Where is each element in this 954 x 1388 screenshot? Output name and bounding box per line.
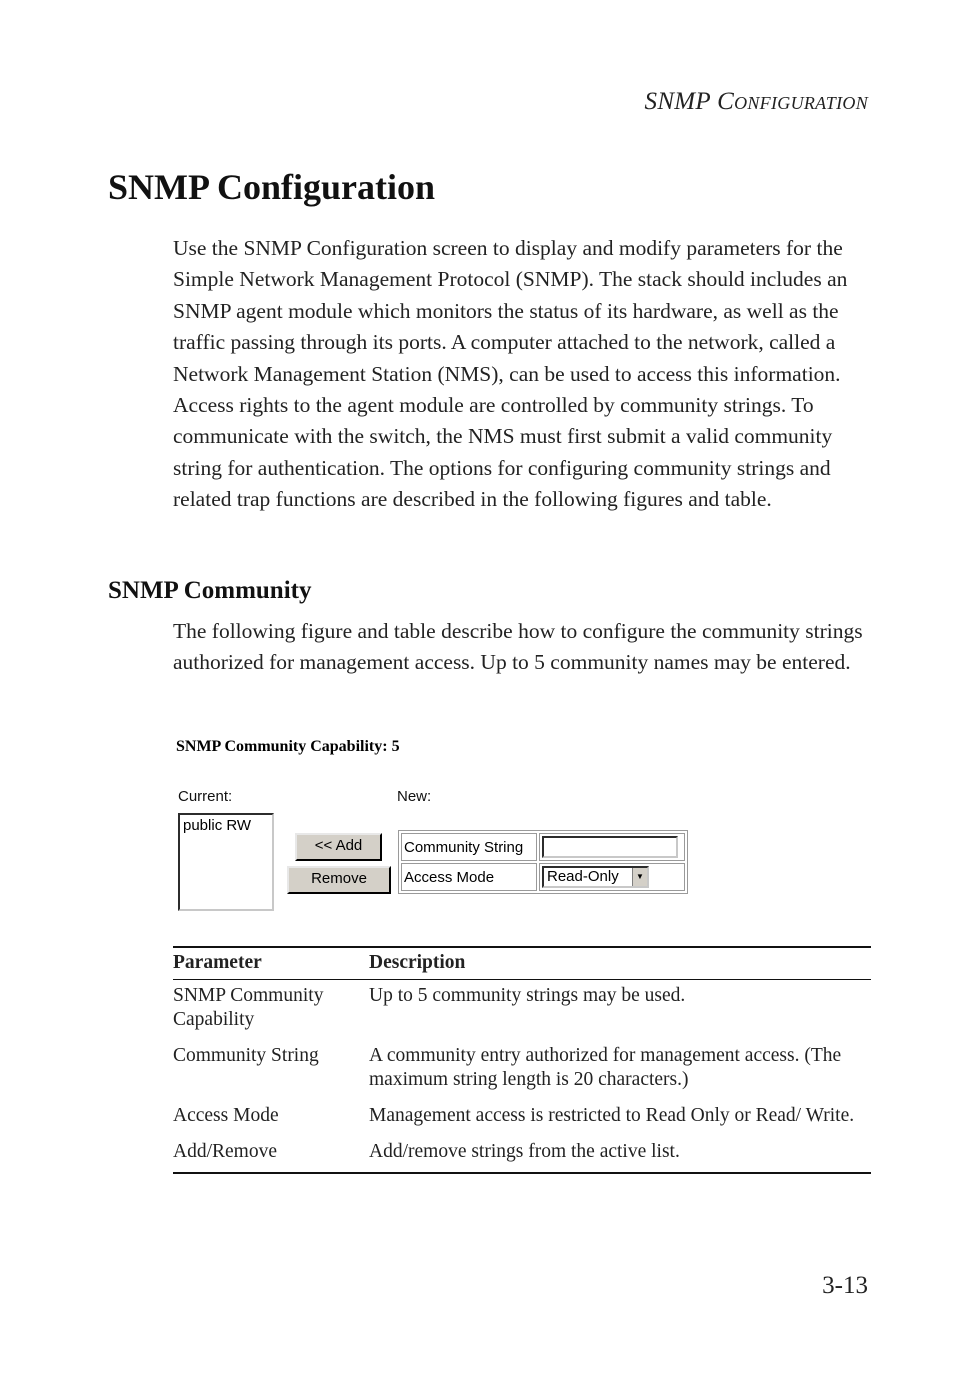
description-cell: Management access is restricted to Read Only or Read/ Write.	[369, 1105, 855, 1126]
snmp-community-screenshot	[172, 735, 692, 925]
community-string-input[interactable]	[542, 836, 678, 858]
parameter-cell: Add/Remove	[173, 1136, 369, 1173]
column-header-parameter: Parameter	[173, 947, 369, 980]
access-mode-label: Access Mode	[401, 863, 537, 891]
table-row	[173, 1040, 871, 1100]
page-number: 3-13	[822, 1272, 868, 1299]
table-row	[173, 1100, 871, 1136]
description-cell: A community entry authorized for management access. (The maximum string length is 20 characters.)	[369, 1045, 842, 1090]
parameter-cell: Community String	[173, 1045, 319, 1066]
running-header: SNMP Configuration	[644, 88, 868, 115]
access-mode-value: Read-Only	[547, 868, 619, 885]
capability-title: SNMP Community Capability: 5	[176, 738, 400, 755]
remove-button[interactable]: Remove	[287, 866, 391, 894]
access-mode-select[interactable]	[542, 866, 649, 888]
table-row	[173, 980, 871, 1041]
description-cell: Up to 5 community strings may be used.	[369, 985, 686, 1006]
community-string-label: Community String	[401, 833, 537, 861]
table-row	[173, 1136, 871, 1173]
parameter-cell: Access Mode	[173, 1105, 279, 1126]
page-title: SNMP Configuration	[108, 167, 436, 207]
new-label: New:	[397, 788, 432, 805]
intro-paragraph: Use the SNMP Configuration screen to display and modify parameters for the Simple Network Management Protocol (SNMP). The stack should includes an SNMP agent module which monitors the status of its hardware, as well as the traffic passing through its ports. A computer attached to the network, called a Network Management Station (NMS), can be used to access this information. Access rights to the agent module are controlled by community strings. To communicate with the switch, the NMS must first submit a valid community string for authentication. The options for configuring community strings and related trap functions are described in the following figures and table.	[173, 236, 848, 512]
add-button[interactable]: << Add	[295, 833, 382, 861]
list-item[interactable]: public RW	[183, 817, 252, 834]
column-header-description: Description	[369, 947, 871, 980]
new-community-form	[398, 830, 688, 894]
section-paragraph: The following figure and table describe how to configure the community strings authorized for management access. Up to 5 community names may be entered.	[173, 619, 863, 675]
chevron-down-icon[interactable]: ▼	[632, 868, 647, 886]
current-label: Current:	[178, 788, 233, 805]
parameter-cell: SNMP Community Capability	[173, 985, 324, 1030]
section-heading: SNMP Community	[108, 577, 312, 604]
parameter-table	[173, 946, 871, 1174]
description-cell: Add/remove strings from the active list.	[369, 1136, 871, 1173]
current-community-list[interactable]	[178, 813, 274, 911]
